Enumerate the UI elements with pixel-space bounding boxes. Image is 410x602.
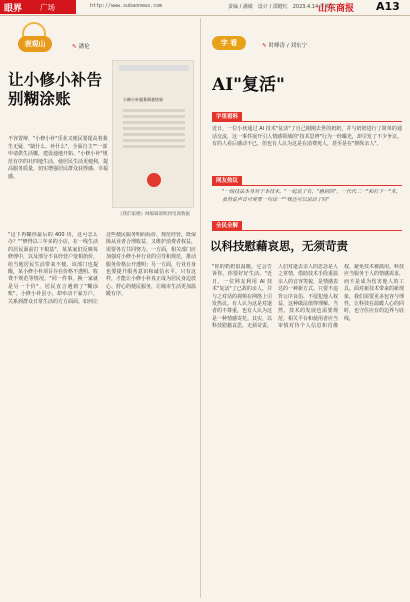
pen-icon: ✎ (262, 43, 267, 49)
left-author-name: 潘伦 (78, 44, 90, 50)
left-body: "这下再糊你最后的 400 块，这可怎么办？""修得以三年多的小店，在一线生活的居民面前打下根基"，某某家们反映每修理中，以及部分不良经营户变相抬价，给当地居民生活带来不便。该部门也提醒，某小修小补项目存在价格不透明、收费不规范等情况。"同一件事，换一家就是另一个价"，居民直言遇到了"糊涂账"。小修小补虽小，却牵动千家万户，关系到群众日常生活的方方面面。如何让这些便民服务明码标价、规范经营，既保障从业者合理收益，又维护消费者权益，需要各方共同努力。一方面，相关部门应加强对小修小补行业的引导和规范，推动服务价格公开透明；另一方面，行业自身也要提升服务意识和诚信水平。只有这样，才能让小修小补真正成为居民身边放心、舒心的便民服务，让城市生活更加温暖有序。 (8, 232, 196, 305)
photo-list (123, 109, 185, 167)
section-rule-2 (212, 185, 402, 186)
left-headline: 让小修小补告别糊涂账 (8, 70, 103, 108)
editor-line: 责编 / 潘敏 设计 / 邵健红 2023.4.14 星期五 (228, 4, 335, 10)
photo-red-button-icon (147, 173, 161, 187)
right-para-2: "一线技法本身对于本技术，"一起说了有，"感到的"，一代代二一"和打下一"本，虽然说声音可爱要一句话一""我还可以说话了吗" (222, 189, 401, 203)
article-photo (112, 60, 194, 208)
right-para-1: 近日，一位小伙通过 AI 技术"复活"了自己刚刚去世的奶奶，并与奶奶进行了简单的通话交流，这一事件展开引人情感领域的"技术思辨"行为一经曝光，却引发了不少争议。有的人看后感动不已，但也有人认为这是在消费死人，甚至是在"倒纵亲人"。 (212, 126, 402, 148)
section-tag-3: 全民全解 (212, 221, 242, 231)
left-intro: 不容置辩，"小修小补"乐业又便民要提高着我生无疑、"缺什么、补什么"，全面自主""一部申请供生活哪，建设通地开拓、"小修小补"规范有序的社四地生活，使居民生活更便利，提高服务质量，切实增强居民群众获得感、幸福感。 (8, 136, 109, 180)
right-column-badge: 字 看 (212, 36, 246, 50)
brand-name: 山东商报 (318, 4, 355, 14)
photo-status-bar (119, 65, 189, 71)
section-sub: 广场 (40, 3, 55, 12)
section-rule-3 (212, 230, 402, 231)
right-subheadline: 以科技慰藉哀思，无须苛责 (210, 239, 348, 253)
section-name: 眼界 (4, 4, 23, 14)
page-header (0, 0, 410, 14)
section-banner (0, 0, 76, 14)
section-tag-1: 字里看料 (212, 112, 242, 122)
photo-text: 小修小补服务调查结果 (123, 97, 163, 102)
column-divider (200, 18, 201, 598)
section-tag-2: 网友热议 (212, 176, 242, 186)
pen-icon: ✎ (72, 44, 77, 50)
photo-caption: 《我们家楼》网编辑部购到电商数据 (118, 212, 190, 217)
site-url: http://www.subaonews.com (90, 3, 163, 9)
left-column-badge: 表观山 (18, 36, 52, 52)
left-author (72, 42, 90, 50)
section-rule-1 (212, 121, 402, 122)
right-headline: AI"复活" (212, 75, 285, 95)
right-author-name: 时峰涛 / 刘东宁 (268, 43, 307, 49)
right-author (262, 41, 307, 49)
page-number: A13 (376, 0, 400, 13)
header-rule (0, 15, 410, 16)
right-body: "你的奶奶很温暖，它会告诉你，你要好好生活。"近日，一位网友利用 AI 技术"复活"了已故的亲人，并与之对话的视频在网络上引发热议。有人认为这是对逝者的不尊重，也有人认为这是一种情感寄托。其实，以科技慰藉哀思，无须苛责。人们对逝去亲人的思念是人之常情，借助技术手段重温亲人的音容笑貌，是情感表达的一种新方式。只要不违背公序良俗、不侵犯他人权益，这种做法值得理解。当然，技术的发展也需要规范，相关平台和使用者应当审慎对待个人信息和肖像权，避免技术被滥用。科技应当服务于人的情感需求，而不是成为伤害他人的工具。面对新技术带来的新现象，我们需要更多包容与理性，让科技在温暖人心的同时，也守住应有的边界与底线。 (212, 264, 404, 330)
